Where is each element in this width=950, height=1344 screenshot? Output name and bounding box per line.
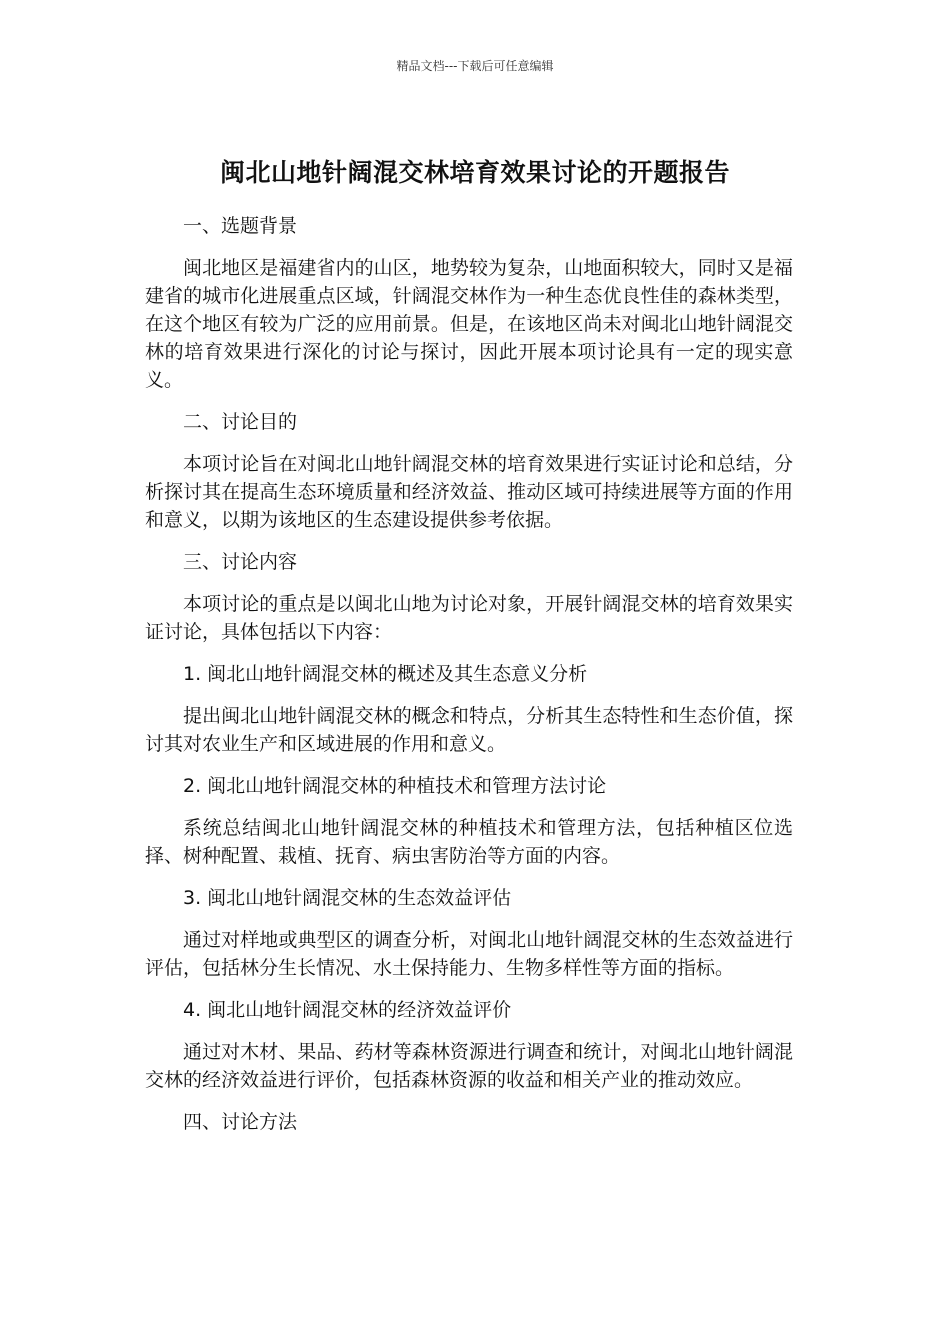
paragraph-background: 闽北地区是福建省内的山区，地势较为复杂，山地面积较大，同时又是福建省的城市化进展重点区域，针阔混交林作为一种生态优良性佳的森林类型，在这个地区有较为广泛的应用前景。但是，在该地区尚未对闽北山地针阔混交林的培育效果进行深化的讨论与探讨，因此开展本项讨论具有一定的现实意义。 [145,257,793,391]
section-heading-background: 一、选题背景 [183,215,298,237]
subheading-item-3: 3. 闽北山地针阔混交林的生态效益评估 [183,887,512,909]
section-heading-content: 三、讨论内容 [183,551,298,573]
paragraph-item-2: 系统总结闽北山地针阔混交林的种植技术和管理方法，包括种植区位选择、树种配置、栽植、抚育、病虫害防治等方面的内容。 [145,817,793,867]
paragraph-item-1: 提出闽北山地针阔混交林的概念和特点，分析其生态特性和生态价值，探讨其对农业生产和区域进展的作用和意义。 [145,705,793,755]
document-title: 闽北山地针阔混交林培育效果讨论的开题报告 [219,157,730,187]
paragraph-content-intro: 本项讨论的重点是以闽北山地为讨论对象，开展针阔混交林的培育效果实证讨论，具体包括以下内容： [145,593,793,643]
paragraph-item-4: 通过对木材、果品、药材等森林资源进行调查和统计，对闽北山地针阔混交林的经济效益进行评价，包括森林资源的收益和相关产业的推动效应。 [145,1041,793,1091]
document-body [145,212,793,1150]
subheading-item-4: 4. 闽北山地针阔混交林的经济效益评价 [183,999,512,1021]
section-heading-purpose: 二、讨论目的 [183,411,298,433]
paragraph-item-3: 通过对样地或典型区的调查分析，对闽北山地针阔混交林的生态效益进行评估，包括林分生长情况、水土保持能力、生物多样性等方面的指标。 [145,929,793,979]
subheading-item-1: 1. 闽北山地针阔混交林的概述及其生态意义分析 [183,663,588,685]
page-header: 精品文档---下载后可任意编辑 [396,59,554,73]
subheading-item-2: 2. 闽北山地针阔混交林的种植技术和管理方法讨论 [183,775,607,797]
section-heading-method: 四、讨论方法 [183,1111,298,1133]
paragraph-purpose: 本项讨论旨在对闽北山地针阔混交林的培育效果进行实证讨论和总结，分析探讨其在提高生态环境质量和经济效益、推动区域可持续进展等方面的作用和意义，以期为该地区的生态建设提供参考依据。 [145,453,793,531]
